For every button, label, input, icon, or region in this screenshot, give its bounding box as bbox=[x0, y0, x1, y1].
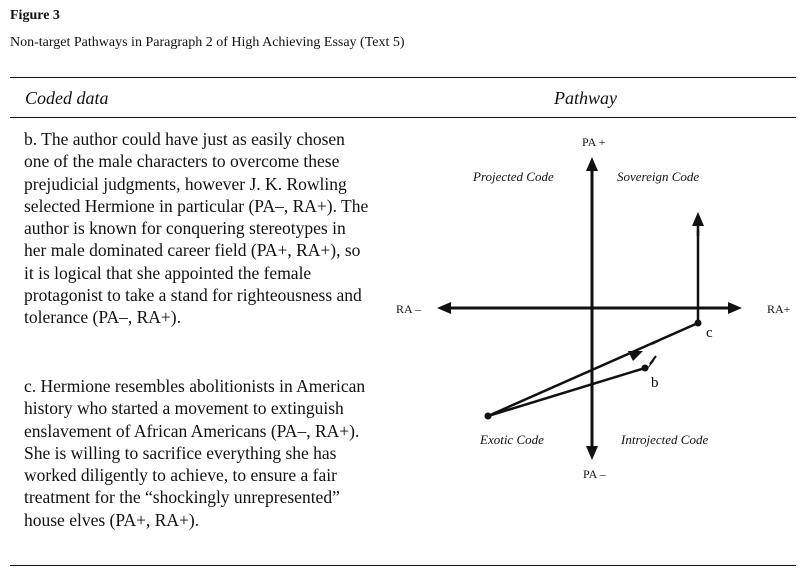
pathway-c-arrow-icon bbox=[628, 351, 643, 361]
pathway-b-line bbox=[488, 368, 645, 416]
coded-data-header: Coded data bbox=[25, 88, 109, 108]
sovereign-code-label: Sovereign Code bbox=[617, 169, 700, 184]
table-top-rule bbox=[10, 77, 796, 78]
ra-axis-arrow-left-icon bbox=[437, 302, 451, 314]
pa-axis-arrow-up-icon bbox=[586, 157, 598, 171]
ra-minus-label: RA – bbox=[396, 302, 422, 316]
point-c-label: c bbox=[706, 325, 713, 341]
ra-axis-arrow-right-icon bbox=[728, 302, 742, 314]
table-bottom-rule bbox=[10, 565, 796, 566]
pathway-c-arrow-up-icon bbox=[692, 212, 704, 226]
ra-plus-label: RA+ bbox=[767, 302, 791, 316]
pathway-b-arrow-stroke bbox=[650, 356, 656, 364]
paragraph-b: b. The author could have just as easily chosen one of the male characters to overcome these prejudicial judgments, however J. K. Rowling selected Hermione in particular (PA–, RA+). The author is known for conquering stereotypes in her male dominated career field (PA+, RA+), so it is logical that she appointed the female protagonist to take a stand for righteousness and tolerance (PA–, RA+). bbox=[24, 129, 369, 328]
figure-label: Figure 3 bbox=[10, 8, 60, 23]
introjected-code-label: Introjected Code bbox=[621, 432, 709, 447]
pathway-header: Pathway bbox=[554, 88, 617, 108]
paragraph-c: c. Hermione resembles abolitionists in American history who started a movement to extinguish enslavement of African Americans (PA–, RA+). She is willing to sacrifice everything she has worked diligently to achieve, to ensure a fair treatment for the “shockingly unrepresented” house elves (PA+, RA+). bbox=[24, 376, 366, 530]
pa-minus-label: PA – bbox=[583, 467, 606, 481]
point-b bbox=[642, 365, 649, 372]
pathway-diagram bbox=[370, 118, 796, 488]
point-b-label: b bbox=[651, 375, 659, 391]
pa-axis-arrow-down-icon bbox=[586, 446, 598, 460]
pa-plus-label: PA + bbox=[582, 135, 606, 149]
projected-code-label: Projected Code bbox=[473, 169, 554, 184]
exotic-code-label: Exotic Code bbox=[480, 432, 544, 447]
figure-caption: Non-target Pathways in Paragraph 2 of High Achieving Essay (Text 5) bbox=[10, 35, 405, 50]
